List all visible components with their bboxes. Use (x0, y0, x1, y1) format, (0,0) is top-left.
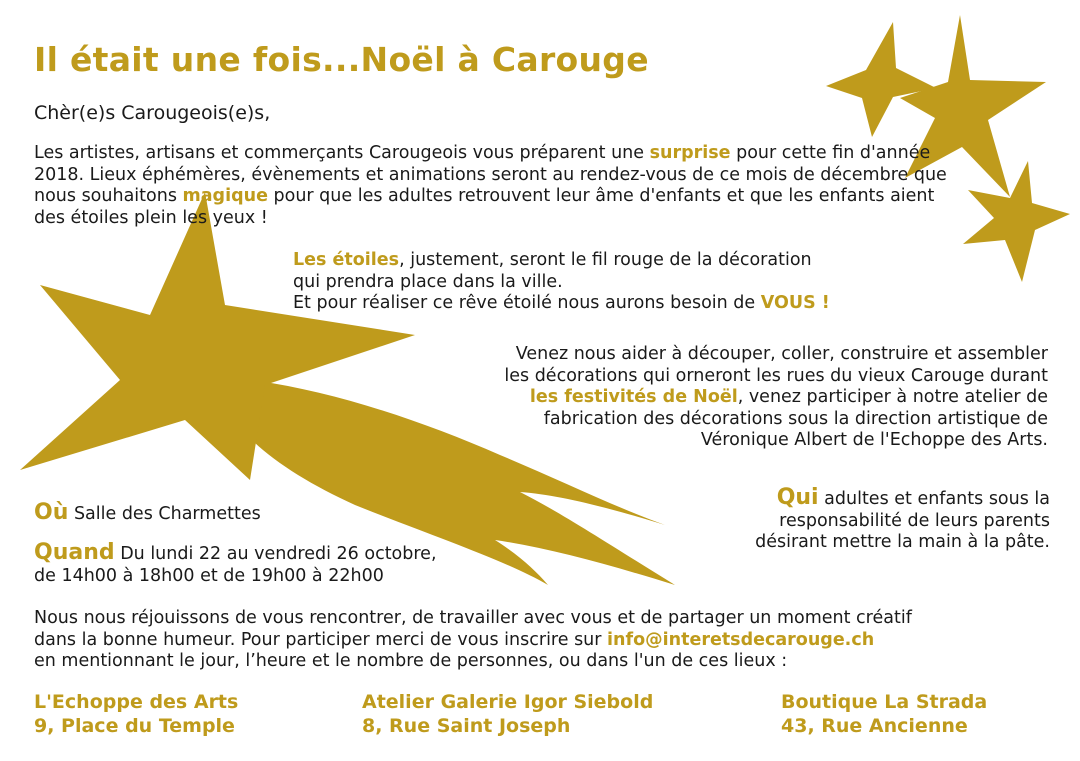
who-text: désirant mettre la main à la pâte. (755, 532, 1050, 552)
workshop-text: Véronique Albert de l'Echoppe des Arts. (700, 430, 1048, 450)
venue-name: Boutique La Strada (781, 691, 988, 713)
venue-street: 8, Rue Saint Joseph (362, 715, 571, 737)
page-title: Il était une fois...Noël à Carouge (34, 40, 649, 79)
when-label: Quand (34, 540, 115, 565)
star-icon (963, 161, 1070, 282)
workshop-text: Venez nous aider à découper, coller, construire et assembler (515, 344, 1048, 364)
registration-paragraph (34, 608, 1034, 673)
where-section (34, 502, 261, 526)
intro-paragraph (34, 143, 954, 229)
registration-text: Nous nous réjouissons de vous rencontrer, de travailler avec vous et de partager un moment créatif (34, 608, 912, 628)
where-label: Où (34, 500, 69, 525)
workshop-paragraph (504, 344, 1048, 452)
workshop-text: les décorations qui orneront les rues du vieux Carouge durant (504, 365, 1048, 386)
address-block (34, 690, 238, 738)
greeting: Chèr(e)s Carougeois(e)s, (34, 102, 271, 124)
venue-street: 9, Place du Temple (34, 715, 235, 737)
registration-text: dans la bonne humeur. Pour participer merci de vous inscrire sur (34, 629, 608, 650)
highlight-magique: magique (182, 186, 268, 206)
who-section (755, 487, 1050, 554)
stars-text: Et pour réaliser ce rêve étoilé nous aurons besoin de (293, 293, 761, 313)
when-text: de 14h00 à 18h00 et de 19h00 à 22h00 (34, 565, 384, 586)
address-block (362, 690, 653, 738)
highlight-surprise: surprise (649, 143, 731, 163)
intro-text: pour que les adultes retrouvent leur âme d'enfants et que les enfants aient des étoiles plein les yeux ! (34, 186, 935, 228)
who-text: adultes et enfants sous la (818, 489, 1050, 509)
venue-name: Atelier Galerie Igor Siebold (362, 691, 654, 713)
when-text: Du lundi 22 au vendredi 26 octobre, (114, 544, 437, 564)
who-label: Qui (776, 485, 819, 510)
email-link[interactable]: info@interetsdecarouge.ch (607, 629, 875, 650)
highlight-vous: VOUS ! (760, 293, 830, 313)
where-text: Salle des Charmettes (68, 504, 261, 524)
workshop-text: fabrication des décorations sous la direction artistique de (543, 408, 1048, 429)
stars-text: , justement, seront le fil rouge de la décoration (399, 250, 812, 270)
venue-street: 43, Rue Ancienne (781, 715, 968, 737)
workshop-text: , venez participer à notre atelier de (737, 387, 1048, 407)
stars-paragraph (293, 250, 830, 315)
highlight-etoiles: Les étoiles (293, 250, 400, 270)
registration-text: en mentionnant le jour, l’heure et le nombre de personnes, ou dans l'un de ces lieux : (34, 651, 788, 671)
star-icon (826, 22, 936, 137)
address-block (781, 690, 987, 738)
stars-text: qui prendra place dans la ville. (293, 271, 563, 292)
who-text: responsabilité de leurs parents (779, 510, 1050, 531)
venue-name: L'Echoppe des Arts (34, 691, 239, 713)
highlight-festivites: les festivités de Noël (529, 387, 738, 407)
intro-text: Les artistes, artisans et commerçants Carougeois vous préparent une (34, 143, 650, 163)
intro-text: pour cette fin d'année 2018. Lieux éphémères, évènements et animations seront au rendez-vous de ce mois de décembre que nous souhaitons (34, 143, 947, 206)
when-section (34, 542, 437, 587)
